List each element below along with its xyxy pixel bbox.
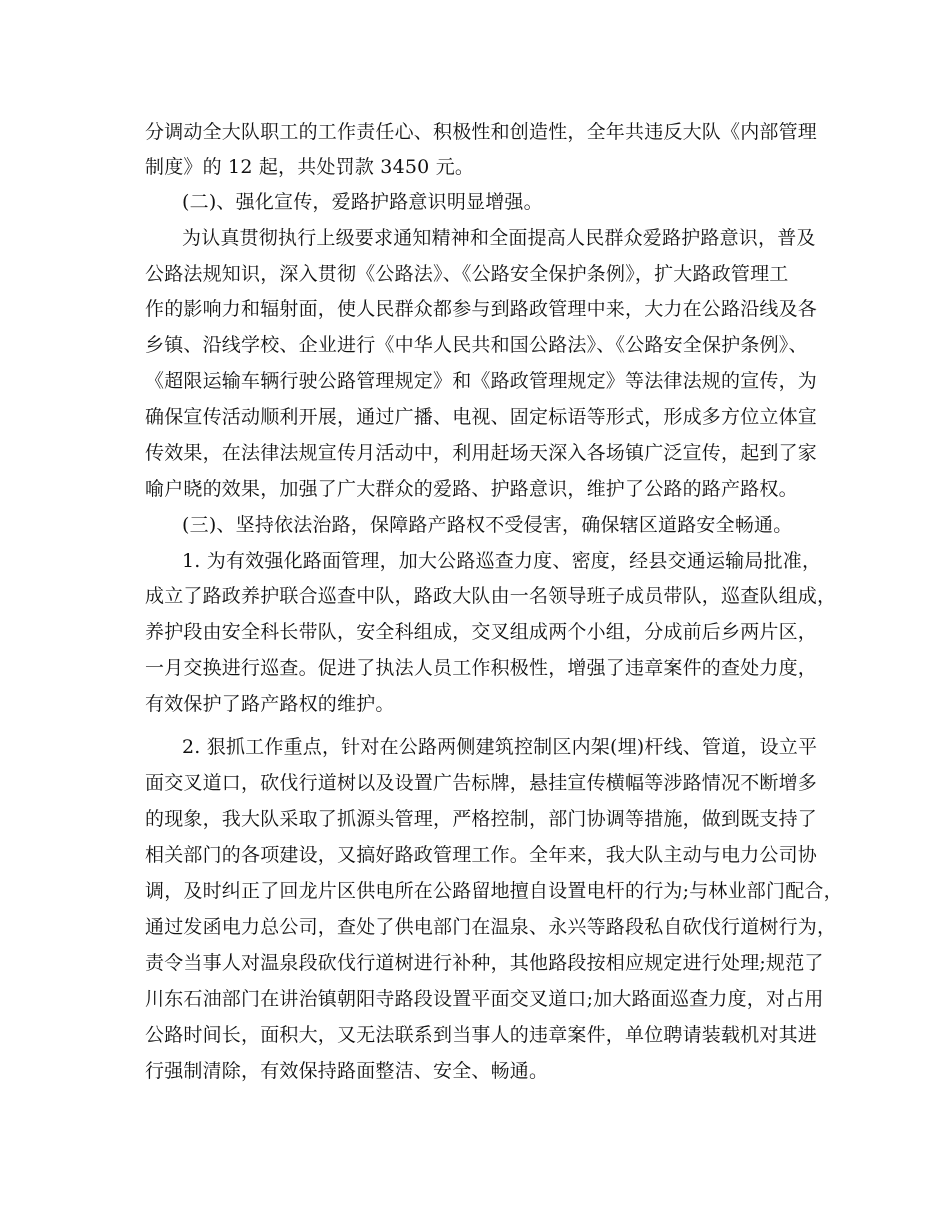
text-line: 责令当事人对温泉段砍伐行道树进行补种，其他路段按相应规定进行处理;规范了 — [145, 952, 824, 974]
text-line: 养护段由安全科长带队，安全科组成，交叉组成两个小组，分成前后乡两片区， — [145, 621, 818, 643]
text-line: 《超限运输车辆行驶公路管理规定》和《路政管理规定》等法律法规的宣传，为 — [145, 370, 818, 392]
text-line: 作的影响力和辐射面，使人民群众都参与到路政管理中来，大力在公路沿线及各 — [145, 298, 818, 320]
section-heading: (三)、坚持依法治路，保障路产路权不受侵害，确保辖区道路安全畅通。 — [182, 514, 793, 536]
text-line: 分调动全大队职工的工作责任心、积极性和创造性，全年共违反大队《内部管理 — [145, 121, 818, 143]
text-line: 调，及时纠正了回龙片区供电所在公路留地擅自设置电杆的行为;与林业部门配合， — [145, 880, 843, 902]
text-line: 1. 为有效强化路面管理，加大公路巡查力度、密度，经县交通运输局批准， — [182, 550, 822, 572]
text-line: 行强制清除，有效保持路面整洁、安全、畅通。 — [145, 1060, 549, 1082]
text-line: 成立了路政养护联合巡查中队，路政大队由一名领导班子成员带队，巡查队组成， — [145, 585, 837, 607]
text-line: 公路法规知识，深入贯彻《公路法》、《公路安全保护条例》，扩大路政管理工 — [145, 263, 789, 285]
text-line: 2. 狠抓工作重点，针对在公路两侧建筑控制区内架(埋)杆线、管道，设立平 — [182, 736, 818, 758]
text-line: 面交叉道口，砍伐行道树以及设置广告标牌，悬挂宣传横幅等涉路情况不断增多 — [145, 772, 818, 794]
text-line: 通过发函电力总公司，查处了供电部门在温泉、永兴等路段私自砍伐行道树行为， — [145, 916, 837, 938]
section-heading: (二)、强化宣传，爱路护路意识明显增强。 — [182, 191, 543, 213]
text-line: 有效保护了路产路权的维护。 — [145, 693, 395, 715]
text-line: 为认真贯彻执行上级要求通知精神和全面提高人民群众爱路护路意识，普及 — [182, 227, 816, 249]
text-line: 乡镇、沿线学校、企业进行《中华人民共和国公路法》、《公路安全保护条例》、 — [145, 334, 808, 356]
text-line: 川东石油部门在讲治镇朝阳寺路段设置平面交叉道口;加大路面巡查力度，对占用 — [145, 988, 824, 1010]
text-line: 的现象，我大队采取了抓源头管理，严格控制，部门协调等措施，做到既支持了 — [145, 808, 818, 830]
text-line: 喻户晓的效果，加强了广大群众的爱路、护路意识，维护了公路的路产路权。 — [145, 478, 798, 500]
text-line: 制度》的 12 起，共处罚款 3450 元。 — [145, 156, 475, 178]
text-line: 公路时间长，面积大，又无法联系到当事人的违章案件，单位聘请装载机对其进 — [145, 1024, 818, 1046]
text-line: 相关部门的各项建设，又搞好路政管理工作。全年来，我大队主动与电力公司协 — [145, 844, 818, 866]
text-line: 确保宣传活动顺利开展，通过广播、电视、固定标语等形式，形成多方位立体宣 — [145, 406, 818, 428]
text-line: 一月交换进行巡查。促进了执法人员工作积极性，增强了违章案件的查处力度， — [145, 657, 818, 679]
text-line: 传效果，在法律法规宣传月活动中，利用赶场天深入各场镇广泛宣传，起到了家 — [145, 442, 818, 464]
